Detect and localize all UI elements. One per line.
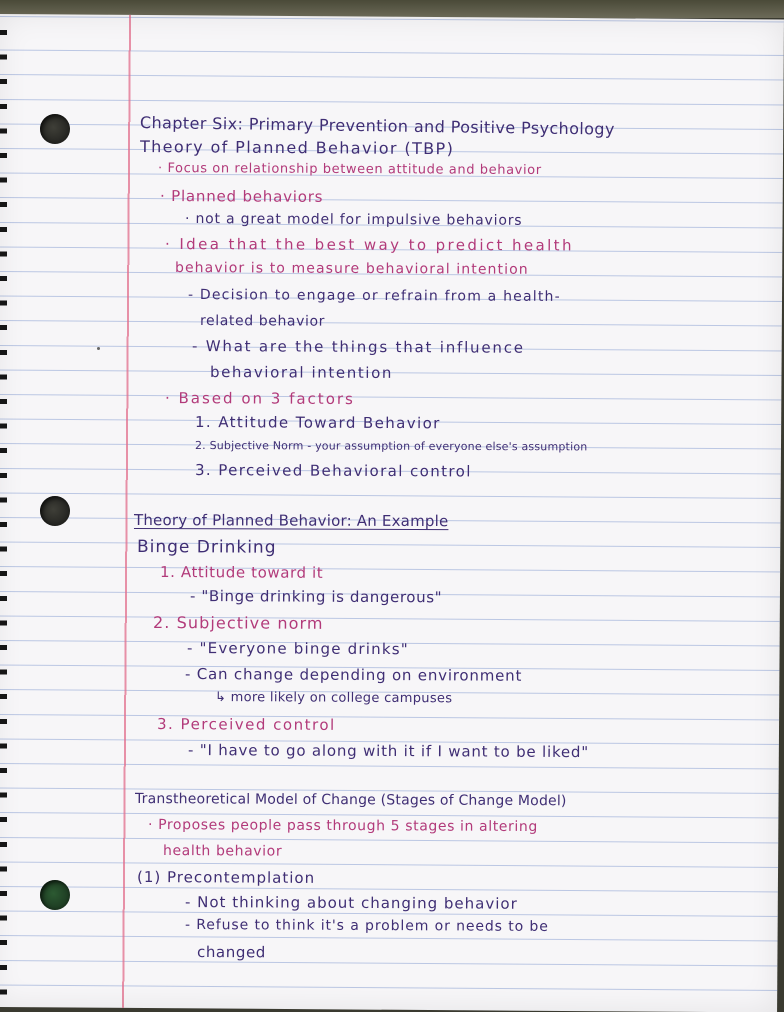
- note-line: 3. Perceived control: [156, 715, 336, 734]
- binder-hole-middle: [40, 496, 70, 526]
- binder-hole-top: [40, 114, 70, 144]
- note-line: · Focus on relationship between attitude and behavior: [157, 161, 542, 179]
- paper-speck: [97, 347, 100, 350]
- note-line: behavior is to measure behavioral intention: [174, 260, 529, 278]
- section-heading-example: Theory of Planned Behavior: An Example: [133, 511, 449, 531]
- note-line: - What are the things that influence: [191, 337, 525, 357]
- note-line: · Based on 3 factors: [164, 389, 355, 408]
- note-line: related behavior: [199, 313, 326, 330]
- chapter-title: Chapter Six: Primary Prevention and Positive Psychology: [139, 113, 615, 139]
- note-line: - "Everyone binge drinks": [186, 639, 409, 659]
- note-line: - Refuse to think it's a problem or needs to be: [184, 917, 549, 935]
- note-line: - Decision to engage or refrain from a health-: [187, 287, 561, 305]
- note-line: ↳ more likely on college campuses: [214, 690, 453, 707]
- note-line: behavioral intention: [209, 363, 394, 382]
- note-line: · Planned behaviors: [159, 187, 324, 206]
- note-line: · Idea that the best way to predict health: [164, 235, 574, 255]
- note-line: - Not thinking about changing behavior: [184, 893, 518, 913]
- note-line: - "Binge drinking is dangerous": [189, 587, 443, 607]
- factor-item: 1. Attitude Toward Behavior: [194, 413, 441, 433]
- example-title: Binge Drinking: [136, 537, 277, 558]
- note-line: - Can change depending on environment: [184, 665, 523, 685]
- factor-item: 3. Perceived Behavioral control: [194, 461, 472, 481]
- note-line: changed: [196, 943, 266, 962]
- stage-heading: (1) Precontemplation: [136, 868, 316, 887]
- note-line: 2. Subjective norm: [152, 613, 324, 633]
- section-heading-ttm: Transtheoretical Model of Change (Stages of Change Model): [134, 791, 567, 810]
- note-line: health behavior: [162, 843, 283, 860]
- note-line: 1. Attitude toward it: [159, 563, 324, 582]
- note-line: · not a great model for impulsive behaviors: [184, 211, 523, 229]
- binder-hole-bottom: [40, 880, 70, 910]
- note-line: · Proposes people pass through 5 stages in altering: [147, 817, 538, 836]
- note-line: - "I have to go along with it if I want to be liked": [187, 741, 590, 762]
- factor-item: 2. Subjective Norm - your assumption of everyone else's assumption: [194, 439, 588, 454]
- spiral-torn-edge: [0, 14, 7, 1007]
- section-heading-tbp: Theory of Planned Behavior (TBP): [139, 137, 455, 159]
